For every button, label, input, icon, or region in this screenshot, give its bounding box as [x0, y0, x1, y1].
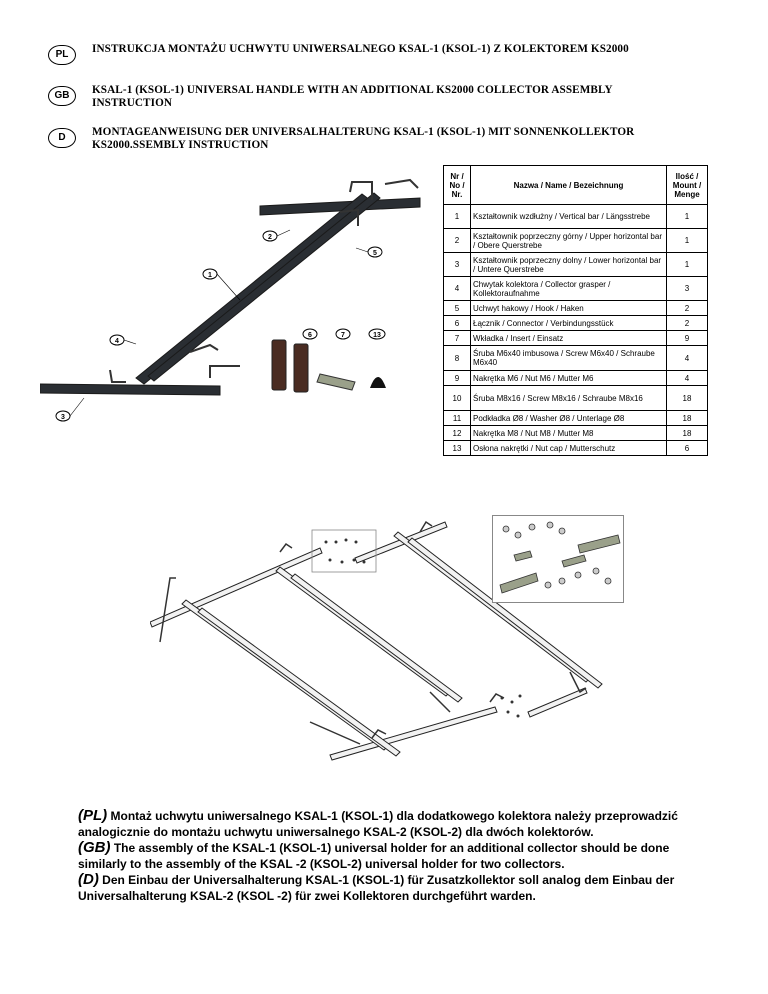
callout-4	[110, 335, 124, 345]
callout-7	[336, 329, 350, 339]
table-row: 13 Osłona nakrętki / Nut cap / Mutterschutz 6	[444, 441, 708, 456]
table-row: 11 Podkładka Ø8 / Washer Ø8 / Unterlage Ø8 18	[444, 411, 708, 426]
note-d: (D) Den Einbau der Universalhalterung KSAL-1 (KSOL-1) für Zusatzkollektor soll analog dem Einbau der Universalhalterung KSAL-2 (KSOL -2) für zwei Kollektoren durchgeführt warden.	[78, 871, 675, 903]
parts-table-header	[444, 166, 708, 205]
detail-inset	[492, 515, 624, 603]
lang-badge-pl: PL	[48, 45, 76, 65]
header-gb-text: KSAL-1 (KSOL-1) UNIVERSAL HANDLE WITH AN ADDITIONAL KS2000 COLLECTOR ASSEMBLY INSTRUCTION	[92, 84, 613, 109]
svg-text:3: 3	[61, 414, 65, 421]
table-row: 1 Kształtownik wzdłużny / Vertical bar / Längsstrebe 1	[444, 205, 708, 229]
table-row: 7 Wkładka / Insert / Einsatz 9	[444, 331, 708, 346]
note-gb: (GB) The assembly of the KSAL-1 (KSOL-1) universal holder for an additional collector should be done similarly to the assembly of the KSAL -2 (KSOL-2) universal holder for two collectors.	[78, 839, 670, 871]
table-row: 8 Śruba M6x40 imbusowa / Screw M6x40 / Schraube M6x40 4	[444, 346, 708, 371]
note-pl: (PL) Montaż uchwytu uniwersalnego KSAL-1 (KSOL-1) dla dodatkowego kolektora należy przeprowadzić analogicznie do montażu uchwytu uniwersalnego KSAL-2 (KSOL-2) dla dwóch kolektorów.	[78, 807, 678, 839]
callout-3	[56, 411, 70, 421]
table-row: 3 Kształtownik poprzeczny dolny / Lower horizontal bar / Untere Querstrebe 1	[444, 253, 708, 277]
table-row: 10 Śruba M8x16 / Screw M8x16 / Schraube M8x16 18	[444, 386, 708, 411]
svg-text:1: 1	[208, 272, 212, 279]
parts-table	[443, 165, 708, 456]
lang-badge-gb: GB	[48, 86, 76, 106]
callout-1	[203, 269, 217, 279]
table-row: 6 Łącznik / Connector / Verbindungsstück 2	[444, 316, 708, 331]
svg-text:4: 4	[115, 338, 119, 345]
callout-5	[368, 247, 382, 257]
col-qty: Ilość / Mount / Menge	[667, 166, 708, 205]
table-row: 2 Kształtownik poprzeczny górny / Upper horizontal bar / Obere Querstrebe 1	[444, 229, 708, 253]
header-pl-text: INSTRUKCJA MONTAŻU UCHWYTU UNIWERSALNEGO KSAL-1 (KSOL-1) Z KOLEKTOREM KS2000	[92, 43, 629, 55]
table-row: 9 Nakrętka M6 / Nut M6 / Mutter M6 4	[444, 371, 708, 386]
callout-2	[263, 231, 277, 241]
header-d-text: MONTAGEANWEISUNG DER UNIVERSALHALTERUNG KSAL-1 (KSOL-1) MIT SONNENKOLLEKTOR KS2000.SSEMBLY INSTRUCTION	[92, 126, 635, 151]
svg-text:7: 7	[341, 332, 345, 339]
svg-text:5: 5	[373, 250, 377, 257]
svg-text:2: 2	[268, 234, 272, 241]
lang-badge-d: D	[48, 128, 76, 148]
col-nr: Nr / No / Nr.	[444, 166, 471, 205]
table-row: 12 Nakrętka M8 / Nut M8 / Mutter M8 18	[444, 426, 708, 441]
callout-6	[303, 329, 317, 339]
table-row: 5 Uchwyt hakowy / Hook / Haken 2	[444, 301, 708, 316]
parts-diagram	[40, 170, 480, 440]
col-name: Nazwa / Name / Bezeichnung	[471, 166, 667, 205]
callout-13	[369, 329, 385, 339]
svg-text:6: 6	[308, 332, 312, 339]
svg-text:13: 13	[373, 332, 381, 339]
assembly-notes	[78, 808, 718, 904]
table-row: 4 Chwytak kolektora / Collector grasper / Kollektoraufnahme 3	[444, 277, 708, 301]
